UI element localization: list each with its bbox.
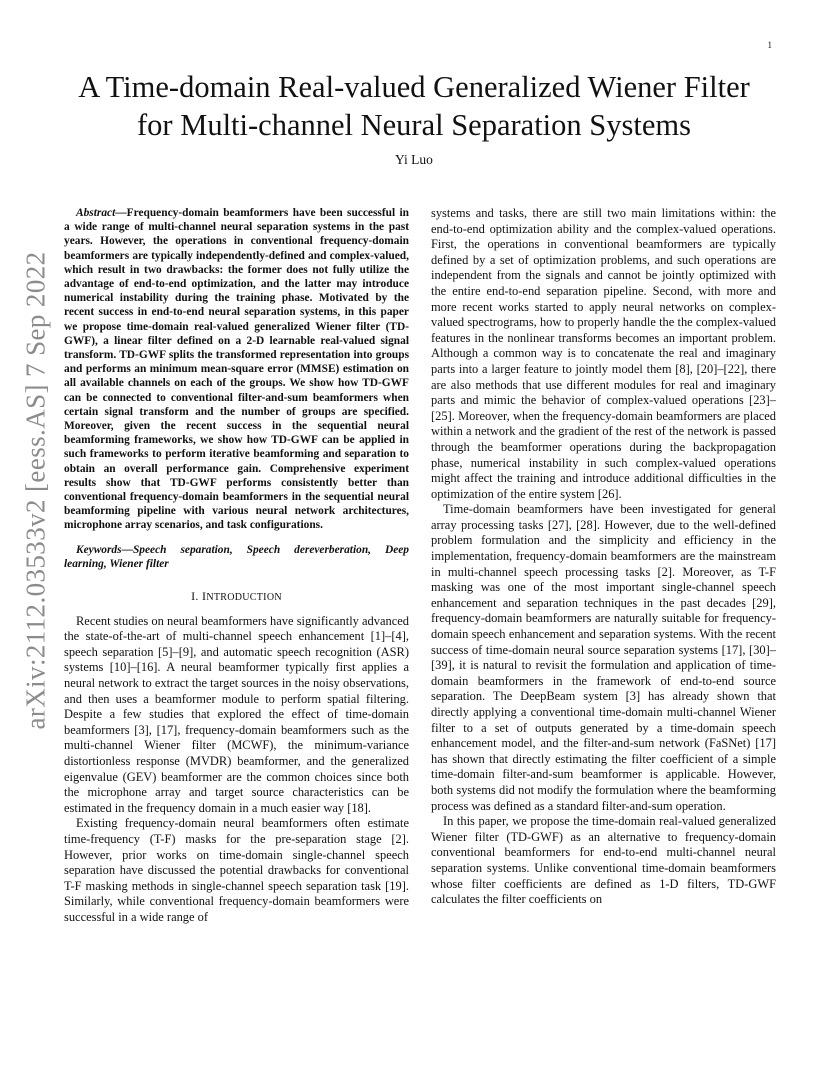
keywords-label: Keywords: [76, 543, 122, 556]
body-paragraph: systems and tasks, there are still two main limitations within: the end-to-end optimization ability and the complex-valued operations. First, the operations in conventional beamformers are typically defined by a set of optimization problems, and such operations are independent from the signals and cannot be jointly optimized with the entire end-to-end separation pipeline. Second, with more and more recent works started to apply neural networks on complex-valued spectrograms, how to properly handle the the complex-valued features in the nonlinear transforms becomes an important problem. Although a common way is to concatenate the real and imaginary parts into a larger feature to jointly model them [8], [20]–[22], there are also methods that use different modules for real and imaginary parts and mimic the behavior of complex-valued operations [23]–[25]. Moreover, when the frequency-domain beamformers are placed within a network and the gradient of the rest of the network is passed through the beamformer operations during the backpropagation phase, numerical instability in such complex-valued operations might affect the training and introduce additional difficulties in the optimization of the entire system [26].: [431, 206, 776, 501]
abstract-label: Abstract: [76, 207, 116, 219]
section-number: I.: [191, 589, 199, 604]
abstract-text: Frequency-domain beamformers have been successful in a wide range of multi-channel neural separation systems in the past years. However, the operations in conventional frequency-domain beamformers are typically independently-defined and complex-valued, which result in two drawbacks: the former does not fully utilize the advantage of end-to-end optimization, and the latter may introduce numerical instability during the training phase. Motivated by the recent success in end-to-end neural separation systems, in this paper we propose time-domain real-valued generalized Wiener filter (TD-GWF), a linear filter defined on a 2-D learnable real-valued signal transform. TD-GWF splits the transformed representation into groups and performs an minimum mean-square error (MMSE) estimation on all available channels on each of the groups. We show how TD-GWF can be connected to conventional filter-and-sum beamformers when certain signal transform and the number of groups are specified. Moreover, given the recent success in the sequential neural beamforming frameworks, we show how TD-GWF can be applied in such frameworks to perform iterative beamforming and separation to obtain an overall performance gain. Comprehensive experiment results show that TD-GWF performs consistently better than conventional frequency-domain beamformers in the sequential neural beamforming pipeline with various neural network architectures, microphone array scenarios, and task configurations.: [64, 207, 409, 532]
arxiv-identifier-text: arXiv:2112.03533v2 [eess.AS] 7 Sep 2022: [20, 250, 51, 730]
body-paragraph: Time-domain beamformers have been investigated for general array processing tasks [27], [28]. However, due to the well-defined problem formulation and the simplicity and efficiency in the implementation, frequency-domain beamformers are the mainstream in multi-channel speech processing tasks [2]. Moreover, as T-F masking was one of the most important single-channel speech enhancement and separation techniques in the past decades [29], frequency-domain beamformers are naturally suitable for frequency-domain speech enhancement and separation systems. With the recent success of time-domain neural source separation systems [17], [30]–[39], it is natural to revisit the formulation and application of time-domain beamformers in the framework of end-to-end source separation. The DeepBeam system [3] has already shown that directly applying a conventional time-domain multi-channel Wiener filter to a set of outputs generated by a time-domain speech enhancement model, and the filter-and-sum network (FaSNet) [17] has shown that directly estimating the filter coefficient of a simple time-domain filter-and-sum beamformer is applicable. However, both systems did not modify the formulation where the beamforming process was defined as a standard filter-and-sum operation.: [431, 502, 776, 813]
paper-title: A Time-domain Real-valued Generalized Wiener Filter for Multi-channel Neural Separation Systems: [78, 70, 750, 142]
abstract: Abstract—Frequency-domain beamformers have been successful in a wide range of multi-channel neural separation systems in the past years. However, the operations in conventional frequency-domain beamformers are typically independently-defined and complex-valued, which result in two drawbacks: the former does not fully utilize the advantage of end-to-end optimization, and the latter may introduce numerical instability during the training phase. Motivated by the recent success in end-to-end neural separation systems, in this paper we propose time-domain real-valued generalized Wiener filter (TD-GWF), a linear filter defined on a 2-D learnable real-valued signal transform. TD-GWF splits the transformed representation into groups and performs an minimum mean-square error (MMSE) estimation on all available channels on each of the groups. We show how TD-GWF can be connected to conventional filter-and-sum beamformers when certain signal transform and the number of groups are specified. Moreover, given the recent success in the sequential neural beamforming frameworks, we show how TD-GWF can be applied in such frameworks to perform iterative beamforming and separation to obtain an overall performance gain. Comprehensive experiment results show that TD-GWF performs consistently better than conventional frequency-domain beamformers in the sequential neural beamforming pipeline with various neural network architectures, microphone array scenarios, and task configurations.: [64, 207, 409, 532]
body-paragraph: Recent studies on neural beamformers have significantly advanced the state-of-the-art of multi-channel speech enhancement [1]–[4], speech separation [5]–[9], and automatic speech recognition (ASR) systems [10]–[16]. A neural beamformer typically first applies a neural network to extract the target sources in the noisy observations, and then uses a beamformer module to perform spatial filtering. Despite a few studies that explored the effect of time-domain beamformers [3], [17], frequency-domain beamformers such as the multi-channel Wiener filter (MCWF), the minimum-variance distortionless response (MVDR) beamformer, and the generalized eigenvalue (GEV) beamformer are the common choices since both the microphone array and target source characteristics can be estimated in the frequency domain in a much easier way [18].: [64, 613, 409, 815]
section-title-rest: NTRODUCTION: [206, 592, 282, 604]
right-column: [431, 206, 776, 908]
left-column: [64, 206, 409, 926]
body-paragraph: In this paper, we propose the time-domain real-valued generalized Wiener filter (TD-GWF) as an alternative to frequency-domain conventional beamformers for end-to-end multi-channel neural separation systems. Unlike conventional time-domain beamformers whose filter coefficients are defined as 1-D filters, TD-GWF calculates the filter coefficients on: [431, 814, 776, 907]
body-paragraph: Existing frequency-domain neural beamformers often estimate time-frequency (T-F) masks for the pre-separation stage [2]. However, prior works on time-domain single-channel speech separation have discussed the potential drawbacks for conventional T-F masking methods in single-channel speech separation task [19]. Similarly, while conventional frequency-domain beamformers were successful in a wide range of: [64, 816, 409, 924]
keywords: Keywords—Speech separation, Speech dereverberation, Deep learning, Wiener filter: [64, 543, 409, 570]
section-title-initial: I: [202, 589, 207, 604]
page-number: 1: [767, 40, 772, 50]
section-heading-introduction: [64, 589, 409, 606]
arxiv-identifier-stamp[interactable]: [16, 250, 56, 730]
paper-author: Yi Luo: [395, 152, 433, 167]
keywords-text: Speech separation, Speech dereverberation, Deep learning, Wiener filter: [64, 543, 409, 570]
